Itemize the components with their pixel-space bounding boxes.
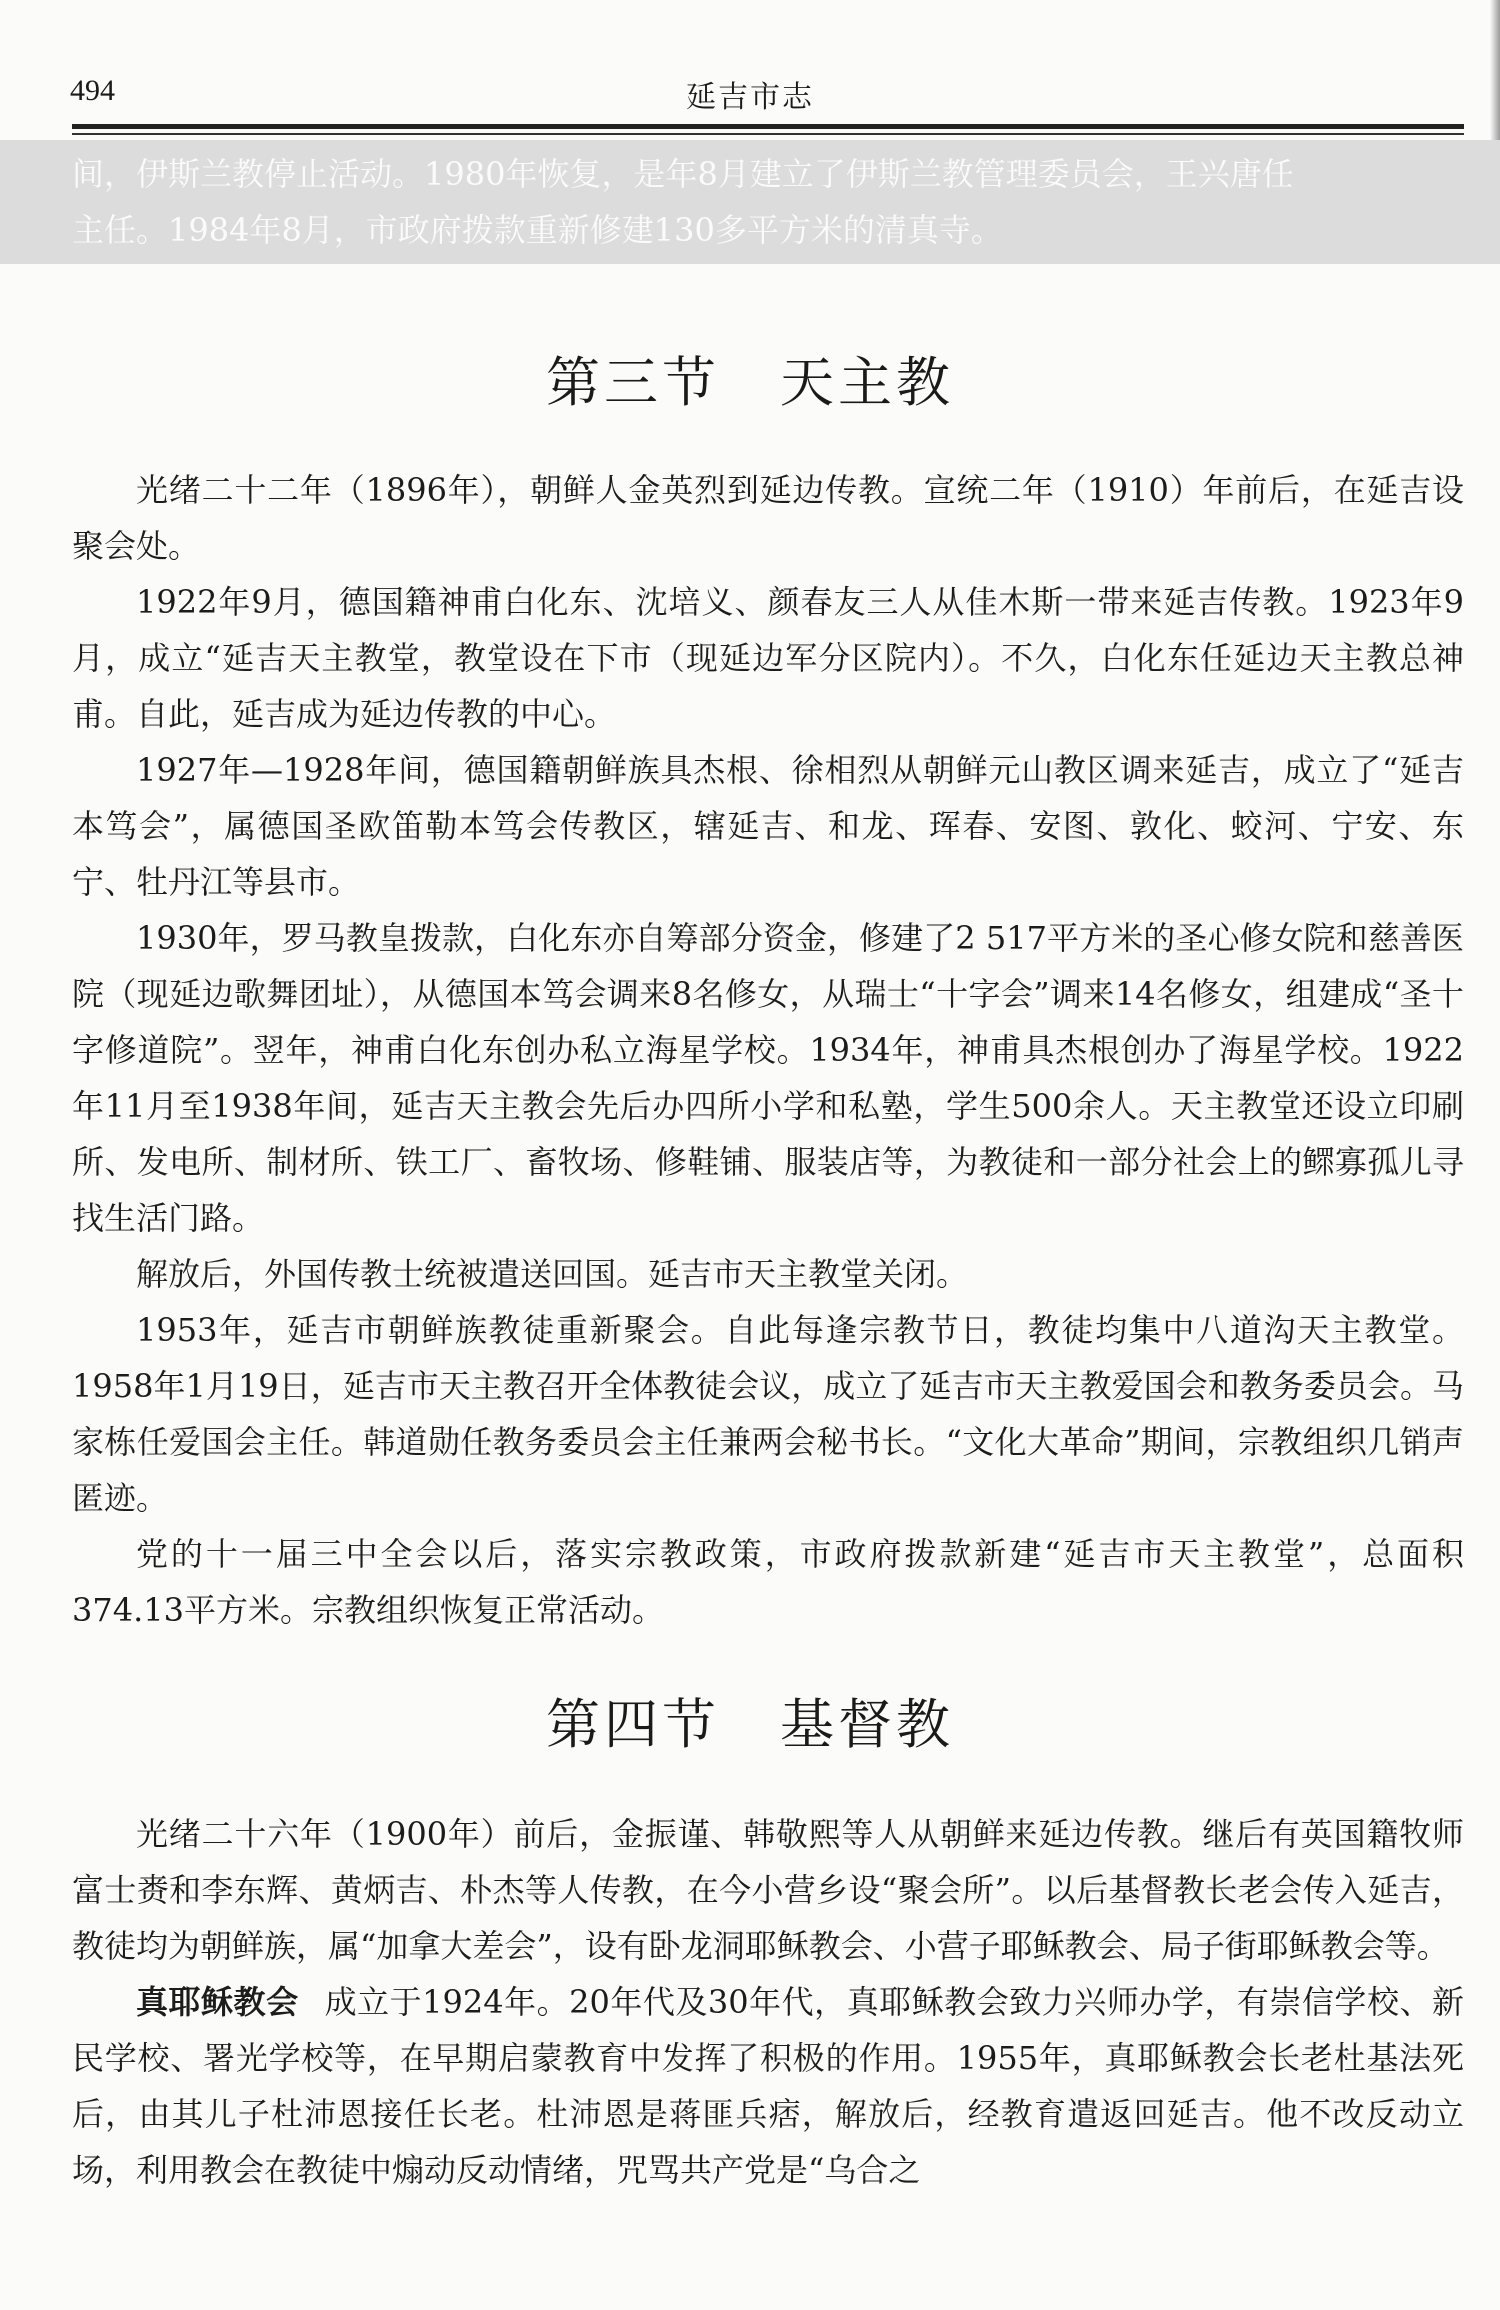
paragraph: 1930年，罗马教皇拨款，白化东亦自筹部分资金，修建了2 517平方米的圣心修女院和慈善医院（现延边歌舞团址），从德国本笃会调来8名修女，从瑞士“十字会”调来14名修女，组建成“圣十字修道院”。翌年，神甫白化东创办私立海星学校。1934年，神甫具杰根创办了海星学校。1922年11月至1938年间，延吉天主教会先后办四所小学和私塾，学生500余人。天主教堂还设立印刷所、发电所、制材所、铁工厂、畜牧场、修鞋铺、服装店等，为教徒和一部分社会上的鳏寡孤儿寻找生活门路。: [72, 919, 1464, 1237]
paragraph: 1927年—1928年间，德国籍朝鲜族具杰根、徐相烈从朝鲜元山教区调来延吉，成立了“延吉本笃会”，属德国圣欧笛勒本笃会传教区，辖延吉、和龙、珲春、安图、敦化、蛟河、宁安、东宁、牡丹江等县市。: [72, 751, 1464, 901]
section3-body: [72, 462, 1464, 1638]
page-number: 494: [70, 74, 115, 107]
section4-body: [72, 1806, 1464, 2198]
paragraph: 光绪二十二年（1896年），朝鲜人金英烈到延边传教。宣统二年（1910）年前后，在延吉设聚会处。: [72, 471, 1464, 565]
section-number: 第三节: [546, 351, 720, 414]
paragraph: 光绪二十六年（1900年）前后，金振谨、韩敬熙等人从朝鲜来延边传教。继后有英国籍牧师富士赉和李东辉、黄炳吉、朴杰等人传教，在今小营乡设“聚会所”。以后基督教长老会传入延吉，教徒均为朝鲜族，属“加拿大差会”，设有卧龙洞耶稣教会、小营子耶稣教会、局子街耶稣教会等。: [72, 1815, 1464, 1965]
section-number: 第四节: [546, 1693, 720, 1756]
paragraph: 1953年，延吉市朝鲜族教徒重新聚会。自此每逢宗教节日，教徒均集中八道沟天主教堂。1958年1月19日，延吉市天主教召开全体教徒会议，成立了延吉市天主教爱国会和教务委员会。马家栋任爱国会主任。韩道勋任教务委员会主任兼两会秘书长。“文化大革命”期间，宗教组织几销声匿迹。: [72, 1311, 1464, 1517]
paragraph: 解放后，外国传教士统被遣送回国。延吉市天主教堂关闭。: [136, 1255, 969, 1293]
section-heading-protestantism: [0, 1682, 1500, 1759]
section-heading-catholicism: [0, 340, 1500, 417]
term-heading: 真耶稣教会: [136, 1983, 299, 2021]
term-paragraph: [72, 1974, 1464, 2198]
paragraph: 党的十一届三中全会以后，落实宗教政策，市政府拨款新建“延吉市天主教堂”，总面积374.13平方米。宗教组织恢复正常活动。: [72, 1535, 1464, 1629]
continuation-line: 主任。1984年8月，市政府拨款重新修建130多平方米的清真寺。: [72, 211, 1003, 249]
header-rule-thin: [72, 133, 1464, 135]
section-title: 基督教: [780, 1693, 954, 1756]
running-title: 延吉市志: [686, 80, 814, 115]
term-text: 成立于1924年。20年代及30年代，真耶稣教会致力兴师办学，有崇信学校、新民学校、署光学校等，在早期启蒙教育中发挥了积极的作用。1955年，真耶稣教会长老杜基法死后，由其儿子杜沛恩接任长老。杜沛恩是蒋匪兵痞，解放后，经教育遣返回延吉。他不改反动立场，利用教会在教徒中煽动反动情绪，咒骂共产党是“乌合之: [72, 1983, 1464, 2189]
header-rule: [72, 124, 1464, 129]
continuation-text: [72, 146, 1472, 258]
continuation-line: 间，伊斯兰教停止活动。1980年恢复，是年8月建立了伊斯兰教管理委员会，王兴唐任: [72, 155, 1294, 193]
section-title: 天主教: [780, 351, 954, 414]
paragraph: 1922年9月，德国籍神甫白化东、沈培义、颜春友三人从佳木斯一带来延吉传教。1923年9月，成立“延吉天主教堂，教堂设在下市（现延边军分区院内）。不久，白化东任延边天主教总神甫。自此，延吉成为延边传教的中心。: [72, 583, 1464, 733]
